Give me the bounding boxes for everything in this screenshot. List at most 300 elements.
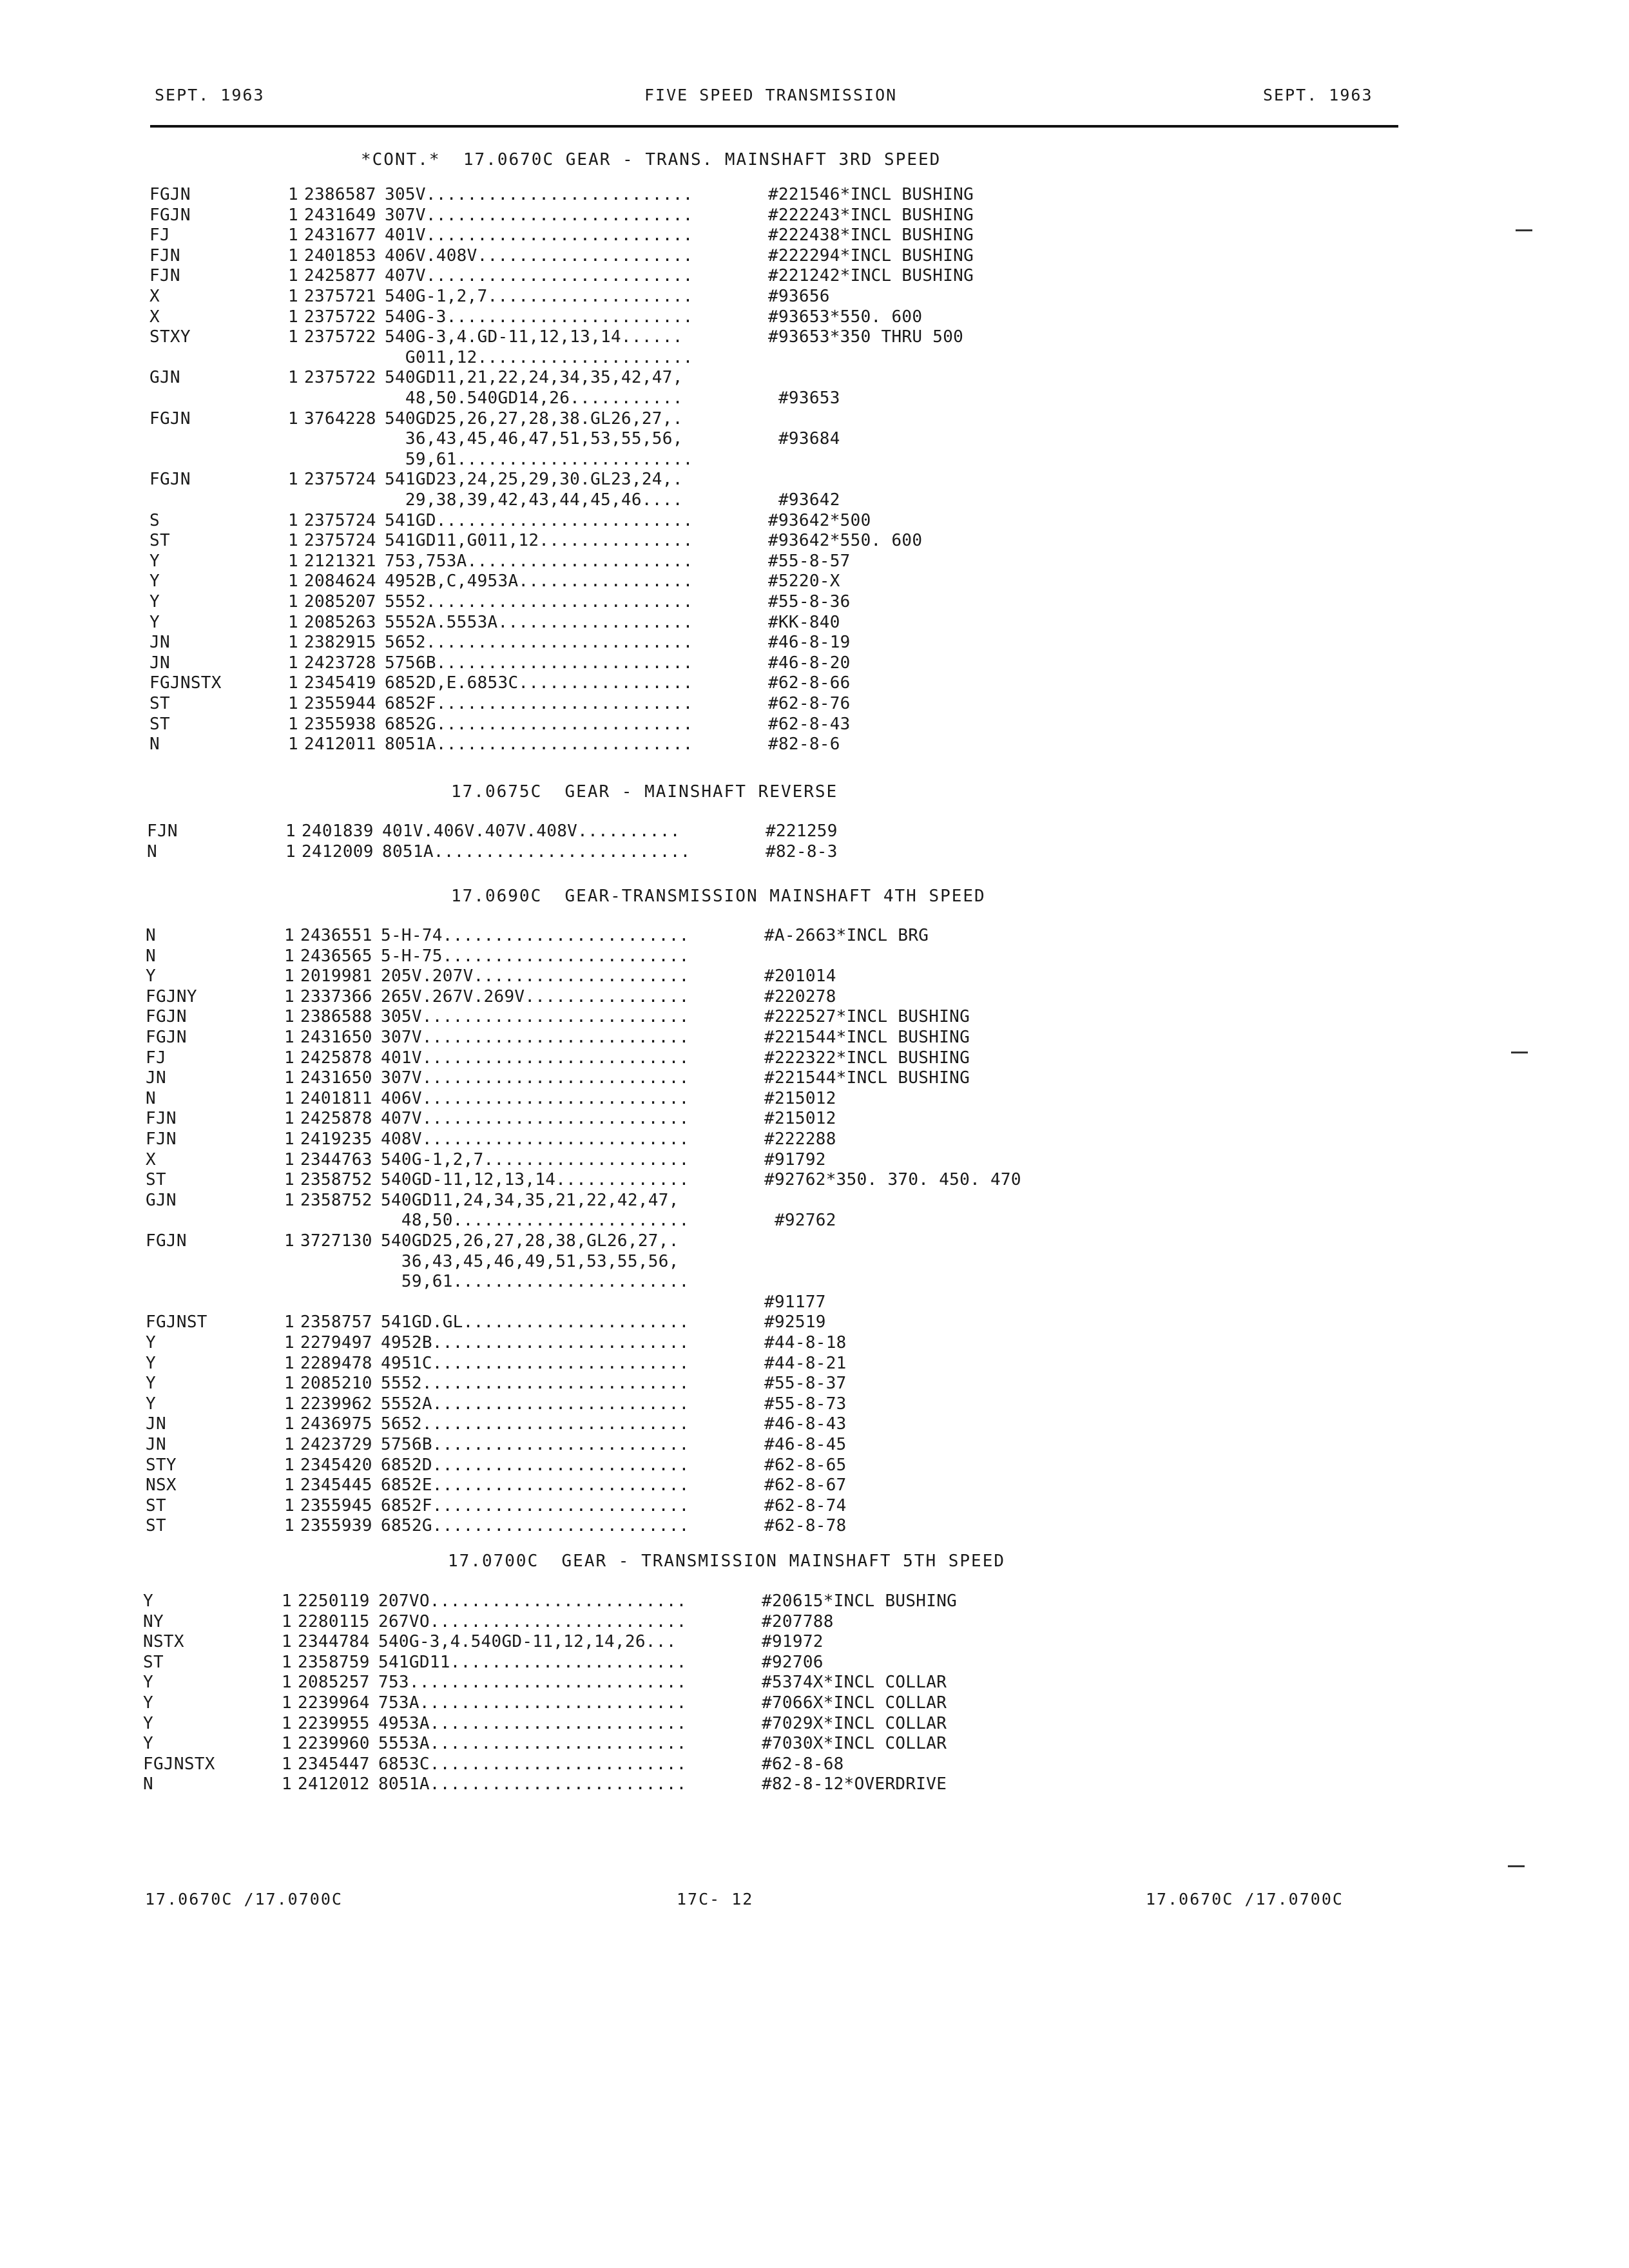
quantity: 1 xyxy=(282,1754,292,1774)
reference-number: #5374X*INCL COLLAR xyxy=(762,1673,947,1692)
part-number: 2401839 xyxy=(302,822,374,841)
part-number: 2375722 xyxy=(304,327,376,347)
reference-number: #215012 xyxy=(764,1089,836,1108)
reference-number: #215012 xyxy=(764,1109,836,1128)
model-code: S xyxy=(149,511,160,530)
quantity: 1 xyxy=(284,1048,294,1068)
reference-number: #62-8-65 xyxy=(764,1456,847,1475)
application: 540GD11,21,22,24,34,35,42,47, xyxy=(385,368,683,387)
part-number: 2355944 xyxy=(304,694,376,713)
reference-number: #93642 xyxy=(768,490,840,510)
application: 5552A.5553A................... xyxy=(385,613,693,632)
part-number: 2419235 xyxy=(300,1129,372,1149)
model-code: ST xyxy=(149,531,170,550)
header-date-right: SEPT. 1963 xyxy=(1263,86,1373,104)
part-number: 3764228 xyxy=(304,409,376,428)
reference-number: #93656 xyxy=(768,287,830,306)
application: 407V.......................... xyxy=(381,1109,689,1128)
application: 8051A......................... xyxy=(382,842,691,861)
model-code: Y xyxy=(149,613,160,632)
quantity: 1 xyxy=(284,1129,294,1149)
application: 207VO......................... xyxy=(378,1591,687,1611)
model-code: FGJNSTX xyxy=(149,673,222,693)
application: 6852G......................... xyxy=(385,715,693,734)
application: 540GD11,24,34,35,21,22,42,47, xyxy=(381,1191,679,1210)
quantity: 1 xyxy=(288,327,298,347)
part-number: 2423728 xyxy=(304,653,376,673)
part-number: 2289478 xyxy=(300,1354,372,1373)
part-number: 2085210 xyxy=(300,1374,372,1393)
reference-number: #62-8-43 xyxy=(768,715,851,734)
reference-number: #221242*INCL BUSHING xyxy=(768,266,974,285)
application: 406V.......................... xyxy=(381,1089,689,1108)
model-code: N xyxy=(146,1089,156,1108)
model-code: FGJNSTX xyxy=(143,1754,215,1774)
application: 5756B......................... xyxy=(381,1435,689,1454)
reference-number: #62-8-78 xyxy=(764,1516,847,1535)
reference-number: #91177 xyxy=(764,1293,826,1312)
part-number: 2375721 xyxy=(304,287,376,306)
quantity: 1 xyxy=(285,842,296,861)
model-code: N xyxy=(146,926,156,945)
application: 267VO......................... xyxy=(378,1612,687,1631)
application: 6852F......................... xyxy=(385,694,693,713)
application: 6852F......................... xyxy=(381,1496,689,1515)
part-number: 2423729 xyxy=(300,1435,372,1454)
model-code: Y xyxy=(143,1591,153,1611)
quantity: 1 xyxy=(288,287,298,306)
quantity: 1 xyxy=(284,1394,294,1414)
part-number: 2085263 xyxy=(304,613,376,632)
application: 5-H-74........................ xyxy=(381,926,689,945)
header-rule xyxy=(150,125,1398,128)
reference-number: #222294*INCL BUSHING xyxy=(768,246,974,265)
footer-section-range-left: 17.0670C /17.0700C xyxy=(145,1890,343,1908)
header-title: FIVE SPEED TRANSMISSION xyxy=(644,86,898,104)
reference-number: #221544*INCL BUSHING xyxy=(764,1028,970,1047)
quantity: 1 xyxy=(282,1591,292,1611)
part-number: 2355945 xyxy=(300,1496,372,1515)
application: 753,753A...................... xyxy=(385,552,693,571)
reference-number: #93642*550. 600 xyxy=(768,531,923,550)
quantity: 1 xyxy=(288,307,298,327)
part-number: 2431650 xyxy=(300,1068,372,1088)
quantity: 1 xyxy=(288,613,298,632)
reference-number: #55-8-36 xyxy=(768,592,851,611)
part-number: 2121321 xyxy=(304,552,376,571)
part-number: 2239955 xyxy=(298,1714,370,1733)
part-number: 2401853 xyxy=(304,246,376,265)
application: 5552.......................... xyxy=(381,1374,689,1393)
model-code: NSX xyxy=(146,1475,177,1495)
application: 6852E......................... xyxy=(381,1475,689,1495)
reference-number: #82-8-12*OVERDRIVE xyxy=(762,1774,947,1794)
quantity: 1 xyxy=(288,266,298,285)
model-code: STY xyxy=(146,1456,177,1475)
quantity: 1 xyxy=(282,1653,292,1672)
quantity: 1 xyxy=(284,1312,294,1332)
part-number: 2386588 xyxy=(300,1007,372,1026)
part-number: 2431677 xyxy=(304,226,376,245)
reference-number: #62-8-76 xyxy=(768,694,851,713)
quantity: 1 xyxy=(288,470,298,489)
part-number: 2345445 xyxy=(300,1475,372,1495)
application: 541GD11....................... xyxy=(378,1653,687,1672)
part-number: 2345419 xyxy=(304,673,376,693)
reference-number: #55-8-57 xyxy=(768,552,851,571)
application: 6853C......................... xyxy=(378,1754,687,1774)
part-number: 2375724 xyxy=(304,470,376,489)
quantity: 1 xyxy=(288,552,298,571)
model-code: ST xyxy=(146,1516,166,1535)
reference-number: #62-8-74 xyxy=(764,1496,847,1515)
reference-number: #221259 xyxy=(766,822,838,841)
model-code: N xyxy=(143,1774,153,1794)
part-number: 2239962 xyxy=(300,1394,372,1414)
reference-number: #7066X*INCL COLLAR xyxy=(762,1693,947,1713)
part-number: 2279497 xyxy=(300,1333,372,1352)
application: 36,43,45,46,47,51,53,55,56, xyxy=(385,429,683,448)
part-number: 2412011 xyxy=(304,735,376,754)
part-number: 2425878 xyxy=(300,1048,372,1068)
model-code: FJN xyxy=(146,1129,177,1149)
reference-number: #46-8-45 xyxy=(764,1435,847,1454)
application: 205V.207V..................... xyxy=(381,966,689,986)
quantity: 1 xyxy=(288,409,298,428)
part-number: 2358759 xyxy=(298,1653,370,1672)
application: 401V.......................... xyxy=(381,1048,689,1068)
model-code: NSTX xyxy=(143,1632,184,1651)
part-number: 2344763 xyxy=(300,1150,372,1169)
model-code: JN xyxy=(146,1068,166,1088)
model-code: X xyxy=(149,307,160,327)
reference-number: #20615*INCL BUSHING xyxy=(762,1591,958,1611)
reference-number: #46-8-19 xyxy=(768,633,851,652)
application: 5652.......................... xyxy=(385,633,693,652)
model-code: Y xyxy=(146,1354,156,1373)
application: 541GD11,G011,12............... xyxy=(385,531,693,550)
model-code: FGJN xyxy=(149,206,191,225)
reference-number: #5220-X xyxy=(768,572,840,591)
section-heading: 17.0675C GEAR - MAINSHAFT REVERSE xyxy=(451,782,838,802)
part-number: 2401811 xyxy=(300,1089,372,1108)
reference-number: #55-8-73 xyxy=(764,1394,847,1414)
model-code: JN xyxy=(149,633,170,652)
model-code: FJN xyxy=(146,1109,177,1128)
part-number: 2355938 xyxy=(304,715,376,734)
model-code: X xyxy=(149,287,160,306)
application: 4952B,C,4953A................. xyxy=(385,572,693,591)
part-number: 2375722 xyxy=(304,368,376,387)
part-number: 2358757 xyxy=(300,1312,372,1332)
application: 540G-3,4.540GD-11,12,14,26... xyxy=(378,1632,677,1651)
part-number: 2337366 xyxy=(300,987,372,1006)
application: 5552.......................... xyxy=(385,592,693,611)
footer-page-number: 17C- 12 xyxy=(677,1890,754,1908)
part-number: 2375724 xyxy=(304,531,376,550)
part-number: 2436551 xyxy=(300,926,372,945)
quantity: 1 xyxy=(282,1734,292,1753)
application: 541GD.GL...................... xyxy=(381,1312,689,1332)
reference-number: #93653*350 THRU 500 xyxy=(768,327,964,347)
quantity: 1 xyxy=(288,633,298,652)
reference-number: #221544*INCL BUSHING xyxy=(764,1068,970,1088)
reference-number: #62-8-66 xyxy=(768,673,851,693)
reference-number: #82-8-6 xyxy=(768,735,840,754)
part-number: 2345420 xyxy=(300,1456,372,1475)
part-number: 2085207 xyxy=(304,592,376,611)
quantity: 1 xyxy=(282,1714,292,1733)
quantity: 1 xyxy=(288,185,298,204)
part-number: 2436565 xyxy=(300,947,372,966)
quantity: 1 xyxy=(284,1414,294,1434)
part-number: 2355939 xyxy=(300,1516,372,1535)
application: 5652.......................... xyxy=(381,1414,689,1434)
quantity: 1 xyxy=(288,653,298,673)
reference-number: #92519 xyxy=(764,1312,826,1332)
application: 59,61....................... xyxy=(381,1272,689,1291)
model-code: FJN xyxy=(147,822,178,841)
model-code: NY xyxy=(143,1612,164,1631)
reference-number: #222288 xyxy=(764,1129,836,1149)
part-number: 2358752 xyxy=(300,1170,372,1189)
application: 5756B......................... xyxy=(385,653,693,673)
model-code: Y xyxy=(146,1394,156,1414)
quantity: 1 xyxy=(282,1673,292,1692)
application: 540G-3........................ xyxy=(385,307,693,327)
quantity: 1 xyxy=(282,1632,292,1651)
model-code: Y xyxy=(143,1714,153,1733)
quantity: 1 xyxy=(288,511,298,530)
application: 48,50.540GD14,26........... xyxy=(385,389,683,408)
reference-number: #222243*INCL BUSHING xyxy=(768,206,974,225)
application: 305V.......................... xyxy=(385,185,693,204)
application: 265V.267V.269V................ xyxy=(381,987,689,1006)
application: 6852G......................... xyxy=(381,1516,689,1535)
application: 29,38,39,42,43,44,45,46.... xyxy=(385,490,683,510)
model-code: FGJN xyxy=(146,1007,187,1026)
quantity: 1 xyxy=(284,1191,294,1210)
reference-number: #207788 xyxy=(762,1612,834,1631)
model-code: ST xyxy=(149,715,170,734)
model-code: Y xyxy=(149,572,160,591)
part-number: 2431650 xyxy=(300,1028,372,1047)
reference-number: #93653 xyxy=(768,389,840,408)
quantity: 1 xyxy=(284,1089,294,1108)
reference-number: #82-8-3 xyxy=(766,842,838,861)
margin-mark xyxy=(1516,229,1532,231)
part-number: 2375724 xyxy=(304,511,376,530)
reference-number: #7030X*INCL COLLAR xyxy=(762,1734,947,1753)
part-number: 2358752 xyxy=(300,1191,372,1210)
reference-number: #222438*INCL BUSHING xyxy=(768,226,974,245)
quantity: 1 xyxy=(288,715,298,734)
reference-number: #221546*INCL BUSHING xyxy=(768,185,974,204)
application: 540GD-11,12,13,14............. xyxy=(381,1170,689,1189)
part-number: 3727130 xyxy=(300,1231,372,1251)
quantity: 1 xyxy=(284,1170,294,1189)
model-code: ST xyxy=(146,1170,166,1189)
application: 540GD25,26,27,28,38.GL26,27,. xyxy=(385,409,683,428)
application: 8051A......................... xyxy=(385,735,693,754)
application: 8051A......................... xyxy=(378,1774,687,1794)
model-code: Y xyxy=(143,1693,153,1713)
part-number: 2425878 xyxy=(300,1109,372,1128)
part-number: 2250119 xyxy=(298,1591,370,1611)
reference-number: #220278 xyxy=(764,987,836,1006)
part-number: 2344784 xyxy=(298,1632,370,1651)
part-number: 2412009 xyxy=(302,842,374,861)
application: 6852D,E.6853C................. xyxy=(385,673,693,693)
model-code: X xyxy=(146,1150,156,1169)
application: 4951C......................... xyxy=(381,1354,689,1373)
application: 5553A......................... xyxy=(378,1734,687,1753)
application: 4953A......................... xyxy=(378,1714,687,1733)
part-number: 2436975 xyxy=(300,1414,372,1434)
application: 307V.......................... xyxy=(385,206,693,225)
model-code: Y xyxy=(149,552,160,571)
reference-number: #KK-840 xyxy=(768,613,840,632)
quantity: 1 xyxy=(284,1435,294,1454)
application: 59,61....................... xyxy=(385,450,693,469)
quantity: 1 xyxy=(282,1774,292,1794)
quantity: 1 xyxy=(285,822,296,841)
reference-number: #55-8-37 xyxy=(764,1374,847,1393)
quantity: 1 xyxy=(284,1109,294,1128)
quantity: 1 xyxy=(284,987,294,1006)
model-code: FGJN xyxy=(149,409,191,428)
quantity: 1 xyxy=(288,246,298,265)
quantity: 1 xyxy=(288,572,298,591)
model-code: FGJN xyxy=(149,470,191,489)
part-number: 2386587 xyxy=(304,185,376,204)
quantity: 1 xyxy=(284,926,294,945)
quantity: 1 xyxy=(284,1354,294,1373)
application: 540G-1,2,7.................... xyxy=(381,1150,689,1169)
part-number: 2239964 xyxy=(298,1693,370,1713)
part-number: 2239960 xyxy=(298,1734,370,1753)
part-number: 2431649 xyxy=(304,206,376,225)
model-code: FGJN xyxy=(149,185,191,204)
model-code: FJ xyxy=(149,226,170,245)
application: 541GD......................... xyxy=(385,511,693,530)
model-code: FGJNST xyxy=(146,1312,207,1332)
section-heading: 17.0700C GEAR - TRANSMISSION MAINSHAFT 5TH SPEED xyxy=(448,1552,1006,1571)
quantity: 1 xyxy=(284,1496,294,1515)
reference-number: #91792 xyxy=(764,1150,826,1169)
application: 48,50....................... xyxy=(381,1211,689,1230)
margin-mark xyxy=(1511,1052,1528,1053)
application: 540G-1,2,7.................... xyxy=(385,287,693,306)
quantity: 1 xyxy=(288,673,298,693)
quantity: 1 xyxy=(288,592,298,611)
part-number: 2019981 xyxy=(300,966,372,986)
quantity: 1 xyxy=(284,1475,294,1495)
model-code: JN xyxy=(149,653,170,673)
part-number: 2280115 xyxy=(298,1612,370,1631)
quantity: 1 xyxy=(284,1456,294,1475)
application: 401V.......................... xyxy=(385,226,693,245)
quantity: 1 xyxy=(284,1068,294,1088)
application: 307V.......................... xyxy=(381,1028,689,1047)
application: 407V.......................... xyxy=(385,266,693,285)
quantity: 1 xyxy=(284,966,294,986)
reference-number: #201014 xyxy=(764,966,836,986)
application: 305V.......................... xyxy=(381,1007,689,1026)
quantity: 1 xyxy=(288,226,298,245)
application: 401V.406V.407V.408V.......... xyxy=(382,822,680,841)
application: 5552A......................... xyxy=(381,1394,689,1414)
reference-number: #93642*500 xyxy=(768,511,871,530)
model-code: FGJN xyxy=(146,1231,187,1251)
application: 6852D......................... xyxy=(381,1456,689,1475)
reference-number: #46-8-20 xyxy=(768,653,851,673)
model-code: GJN xyxy=(146,1191,177,1210)
reference-number: #44-8-21 xyxy=(764,1354,847,1373)
model-code: JN xyxy=(146,1414,166,1434)
reference-number: #A-2663*INCL BRG xyxy=(764,926,929,945)
section-heading: 17.0690C GEAR-TRANSMISSION MAINSHAFT 4TH SPEED xyxy=(451,887,986,906)
reference-number: #44-8-18 xyxy=(764,1333,847,1352)
reference-number: #93684 xyxy=(768,429,840,448)
model-code: FJN xyxy=(149,246,180,265)
header-date-left: SEPT. 1963 xyxy=(155,86,265,104)
reference-number: #46-8-43 xyxy=(764,1414,847,1434)
margin-mark xyxy=(1508,1865,1525,1867)
model-code: FJ xyxy=(146,1048,166,1068)
application: 4952B......................... xyxy=(381,1333,689,1352)
quantity: 1 xyxy=(284,1333,294,1352)
application: 307V.......................... xyxy=(381,1068,689,1088)
part-number: 2412012 xyxy=(298,1774,370,1794)
model-code: FGJN xyxy=(146,1028,187,1047)
quantity: 1 xyxy=(284,1007,294,1026)
model-code: JN xyxy=(146,1435,166,1454)
reference-number: #222527*INCL BUSHING xyxy=(764,1007,970,1026)
reference-number: #93653*550. 600 xyxy=(768,307,923,327)
application: 540G-3,4.GD-11,12,13,14...... xyxy=(385,327,683,347)
quantity: 1 xyxy=(282,1693,292,1713)
reference-number: #222322*INCL BUSHING xyxy=(764,1048,970,1068)
model-code: FGJNY xyxy=(146,987,197,1006)
model-code: Y xyxy=(143,1673,153,1692)
application: 408V.......................... xyxy=(381,1129,689,1149)
reference-number: #92762*350. 370. 450. 470 xyxy=(764,1170,1021,1189)
model-code: Y xyxy=(146,1374,156,1393)
reference-number: #91972 xyxy=(762,1632,824,1651)
model-code: Y xyxy=(146,1333,156,1352)
reference-number: #62-8-67 xyxy=(764,1475,847,1495)
application: 753........................... xyxy=(378,1673,687,1692)
quantity: 1 xyxy=(282,1612,292,1631)
model-code: Y xyxy=(143,1734,153,1753)
reference-number: #92706 xyxy=(762,1653,824,1672)
quantity: 1 xyxy=(288,368,298,387)
quantity: 1 xyxy=(284,1374,294,1393)
footer-section-range-right: 17.0670C /17.0700C xyxy=(1146,1890,1344,1908)
model-code: N xyxy=(147,842,157,861)
part-number: 2375722 xyxy=(304,307,376,327)
application: G011,12..................... xyxy=(385,348,693,367)
model-code: ST xyxy=(149,694,170,713)
part-number: 2382915 xyxy=(304,633,376,652)
quantity: 1 xyxy=(288,531,298,550)
part-number: 2345447 xyxy=(298,1754,370,1774)
model-code: ST xyxy=(146,1496,166,1515)
part-number: 2425877 xyxy=(304,266,376,285)
application: 753A.......................... xyxy=(378,1693,687,1713)
reference-number: #62-8-68 xyxy=(762,1754,844,1774)
